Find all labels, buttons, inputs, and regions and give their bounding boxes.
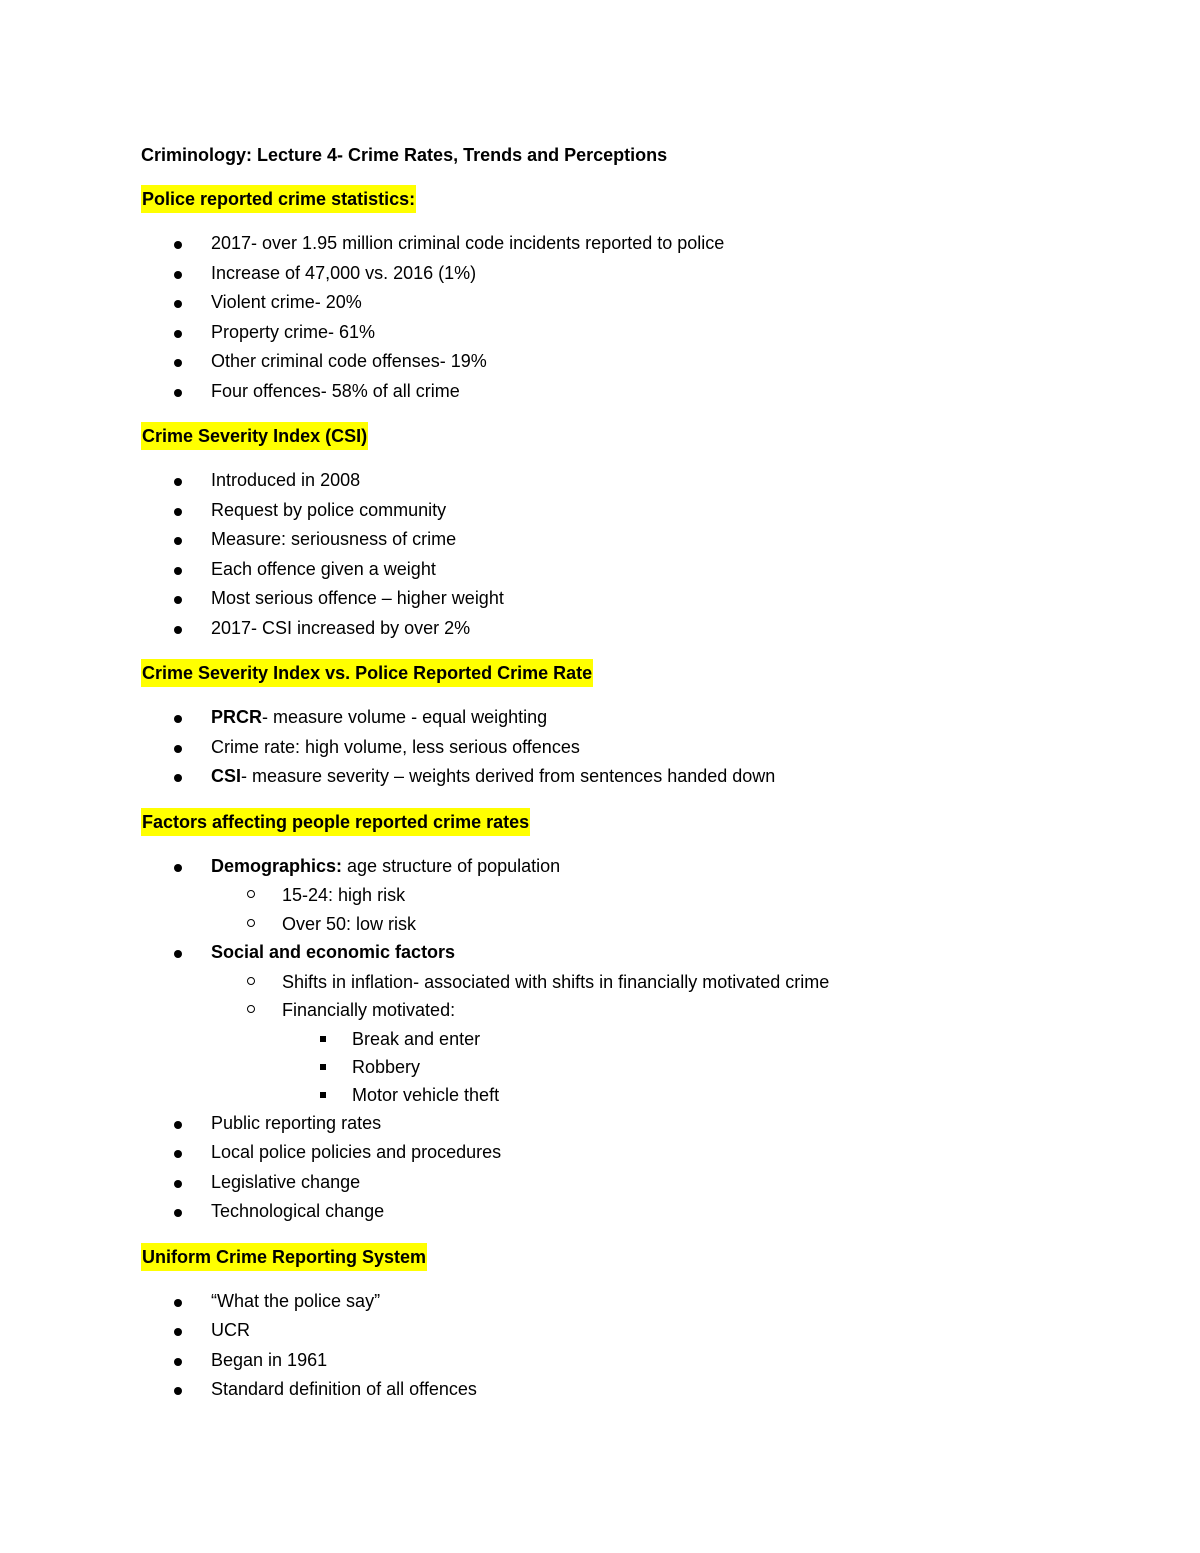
item-text: Public reporting rates	[211, 1112, 382, 1133]
sub-list-item	[141, 910, 1101, 939]
bullet-circle-icon	[247, 977, 255, 985]
bullet-circle-icon	[247, 919, 255, 927]
bullet-square-icon	[320, 1092, 326, 1098]
section-heading-row	[141, 658, 1101, 688]
item-text: - measure volume - equal weighting	[262, 707, 548, 727]
list-item	[141, 733, 1101, 763]
bullet-disc-icon	[174, 330, 182, 338]
list-item	[141, 466, 1101, 496]
section-heading-row	[141, 421, 1101, 451]
bullet-list	[141, 466, 1101, 643]
list-item	[141, 259, 1101, 289]
item-bold-label: PRCR	[211, 707, 263, 727]
list-item	[141, 377, 1101, 407]
item-text: Four offences- 58% of all crime	[211, 380, 460, 401]
item-text: Financially motivated:	[282, 1000, 456, 1020]
bullet-list	[141, 852, 1101, 1227]
bullet-disc-icon	[174, 567, 182, 575]
item-text: Shifts in inflation- associated with shifts in financially motivated crime	[282, 971, 830, 992]
sub-list	[211, 881, 1101, 938]
item-text: Other criminal code offenses- 19%	[211, 351, 487, 371]
list-item	[141, 614, 1101, 644]
sub-sub-list-item	[141, 1053, 1101, 1081]
item-text: UCR	[211, 1320, 250, 1340]
bullet-disc-icon	[174, 359, 182, 367]
bullet-disc-icon	[174, 1121, 182, 1129]
item-text: 15-24: high risk	[282, 885, 406, 905]
list-item	[141, 762, 1101, 792]
bullet-disc-icon	[174, 715, 182, 723]
section-heading: Uniform Crime Reporting System	[141, 1243, 427, 1271]
bullet-disc-icon	[174, 1209, 182, 1217]
bullet-disc-icon	[174, 537, 182, 545]
item-text: Began in 1961	[211, 1349, 328, 1370]
bullet-square-icon	[320, 1064, 326, 1070]
section-heading-row	[141, 807, 1101, 837]
bullet-list	[141, 1287, 1101, 1405]
item-text: Violent crime- 20%	[211, 292, 362, 312]
item-text: “What the police say”	[211, 1290, 381, 1311]
item-text: Break and enter	[352, 1028, 481, 1049]
item-text: Most serious offence – higher weight	[211, 588, 504, 608]
item-text: Robbery	[352, 1056, 421, 1077]
bullet-disc-icon	[174, 864, 182, 872]
bullet-square-icon	[320, 1036, 326, 1042]
list-item	[141, 1375, 1101, 1405]
item-text: Over 50: low risk	[282, 913, 417, 934]
sub-list-item	[141, 996, 1101, 1109]
item-text: age structure of population	[342, 855, 561, 876]
item-text: Property crime- 61%	[211, 321, 376, 342]
list-item	[141, 852, 1101, 939]
bullet-disc-icon	[174, 745, 182, 753]
item-bold-label: CSI	[211, 766, 242, 786]
bullet-disc-icon	[174, 1180, 182, 1188]
list-item	[141, 703, 1101, 733]
item-text: Legislative change	[211, 1171, 361, 1192]
list-item	[141, 555, 1101, 585]
bullet-disc-icon	[174, 241, 182, 249]
item-text: Motor vehicle theft	[352, 1084, 500, 1105]
bullet-disc-icon	[174, 389, 182, 397]
bullet-disc-icon	[174, 1358, 182, 1366]
bullet-circle-icon	[247, 890, 255, 898]
section-heading-row	[141, 1242, 1101, 1272]
list-item	[141, 525, 1101, 555]
bullet-disc-icon	[174, 1387, 182, 1395]
list-item	[141, 347, 1101, 377]
item-text: - measure severity – weights derived from sentences handed down	[241, 766, 776, 786]
bullet-disc-icon	[174, 1150, 182, 1158]
sub-list-item	[141, 881, 1101, 910]
bullet-disc-icon	[174, 271, 182, 279]
sub-list	[282, 1025, 1101, 1109]
item-text: Each offence given a weight	[211, 558, 436, 579]
item-text: Crime rate: high volume, less serious offences	[211, 736, 580, 757]
list-item	[141, 584, 1101, 614]
item-text: Increase of 47,000 vs. 2016 (1%)	[211, 262, 477, 283]
bullet-disc-icon	[174, 1328, 182, 1336]
section-heading-row	[141, 184, 1101, 214]
section-heading: Police reported crime statistics:	[141, 185, 416, 213]
section-heading: Factors affecting people reported crime rates	[141, 808, 530, 836]
list-item	[141, 1316, 1101, 1346]
sub-list-item	[141, 968, 1101, 997]
bullet-list	[141, 703, 1101, 792]
bullet-disc-icon	[174, 596, 182, 604]
item-text: Measure: seriousness of crime	[211, 529, 457, 549]
bullet-disc-icon	[174, 950, 182, 958]
section-heading: Crime Severity Index (CSI)	[141, 422, 368, 450]
bullet-disc-icon	[174, 626, 182, 634]
item-text: Introduced in 2008	[211, 470, 361, 490]
list-item	[141, 1168, 1101, 1198]
item-text: Local police policies and procedures	[211, 1142, 502, 1162]
item-bold-label: Social and economic factors	[211, 942, 456, 962]
list-item	[141, 1138, 1101, 1168]
list-item	[141, 288, 1101, 318]
document-body	[141, 184, 1101, 1405]
sub-sub-list-item	[141, 1081, 1101, 1109]
list-item	[141, 1287, 1101, 1317]
item-text: Request by police community	[211, 499, 447, 520]
bullet-disc-icon	[174, 508, 182, 516]
bullet-disc-icon	[174, 300, 182, 308]
document-title: Criminology: Lecture 4- Crime Rates, Trends and Perceptions	[141, 145, 668, 165]
list-item	[141, 938, 1101, 1109]
sub-list	[211, 968, 1101, 1109]
list-item	[141, 1197, 1101, 1227]
list-item	[141, 318, 1101, 348]
bullet-disc-icon	[174, 478, 182, 486]
item-text: Technological change	[211, 1201, 385, 1221]
item-text: 2017- CSI increased by over 2%	[211, 617, 471, 638]
document-page	[141, 140, 1101, 1420]
bullet-list	[141, 229, 1101, 406]
section-heading: Crime Severity Index vs. Police Reported Crime Rate	[141, 659, 593, 687]
list-item	[141, 1346, 1101, 1376]
bullet-disc-icon	[174, 1299, 182, 1307]
sub-sub-list-item	[141, 1025, 1101, 1053]
item-bold-label: Demographics:	[211, 855, 343, 876]
bullet-disc-icon	[174, 774, 182, 782]
list-item	[141, 229, 1101, 259]
list-item	[141, 1109, 1101, 1139]
item-text: Standard definition of all offences	[211, 1379, 477, 1399]
list-item	[141, 496, 1101, 526]
item-text: 2017- over 1.95 million criminal code incidents reported to police	[211, 233, 725, 253]
bullet-circle-icon	[247, 1005, 255, 1013]
